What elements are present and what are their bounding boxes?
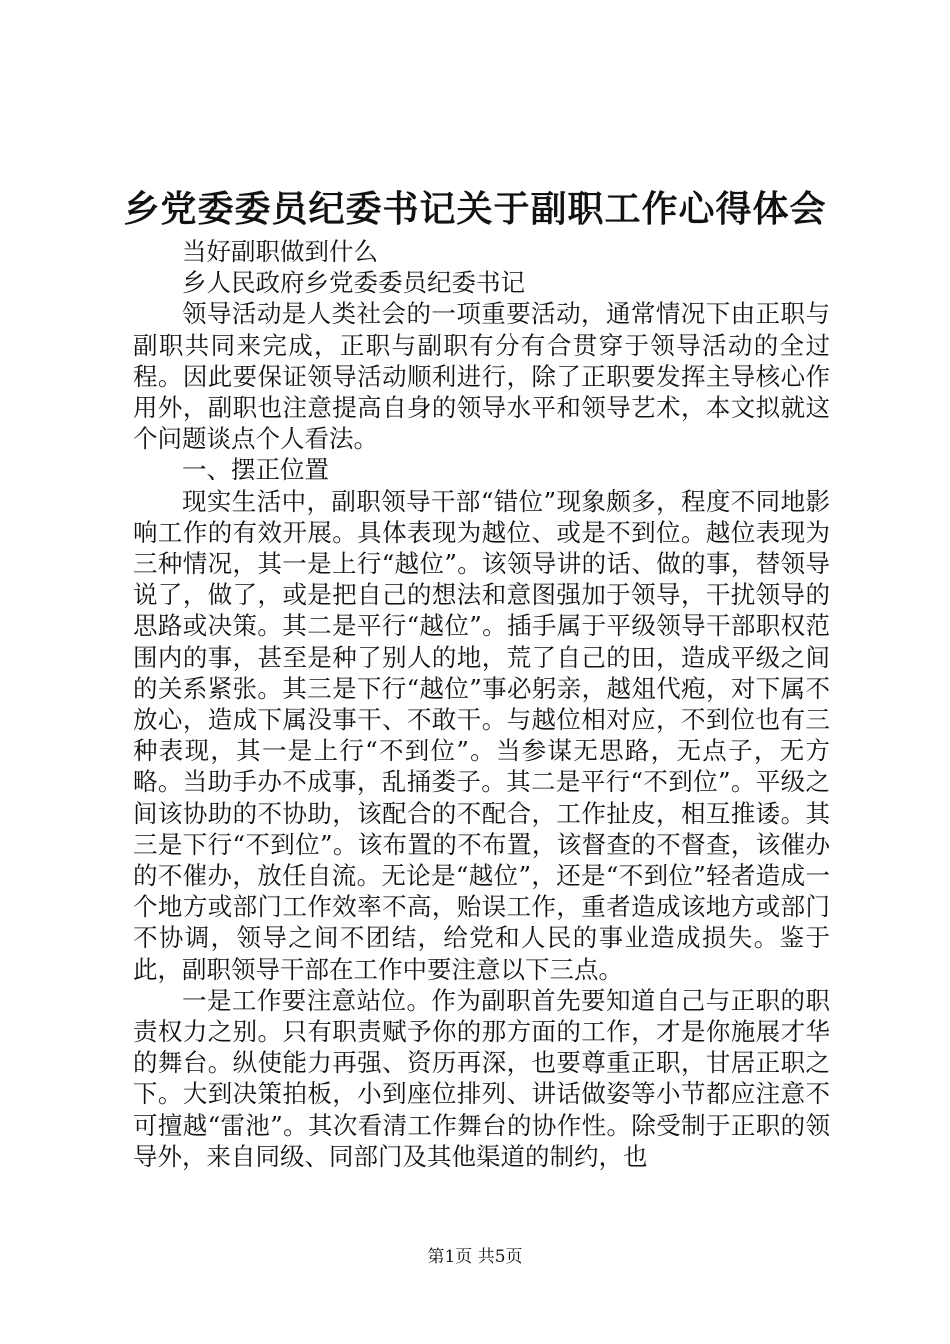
document-body: [133, 236, 830, 1172]
subtitle-paragraph: 当好副职做到什么: [182, 237, 378, 266]
intro-paragraph: 领导活动是人类社会的一项重要活动，通常情况下由正职与副职共同来完成，正职与副职有分有合贯穿于领导活动的全过程。因此要保证领导活动顺利进行，除了正职要发挥主导核心作用外，副职也注意提高自身的领导水平和领导艺术，本文拟就这个问题谈点个人看法。: [133, 299, 830, 454]
section-heading: 一、摆正位置: [182, 455, 329, 485]
page-footer: 第1页 共5页: [427, 1247, 523, 1267]
body-paragraph: 现实生活中，副职领导干部“错位”现象颇多，程度不同地影响工作的有效开展。具体表现为越位、或是不到位。越位表现为三种情况，其一是上行“越位”。该领导讲的话、做的事，替领导说了，做了，或是把自己的想法和意图强加于领导，干扰领导的思路或决策。其二是平行“越位”。插手属于平级领导干部职权范围内的事，甚至是种了别人的地，荒了自己的田，造成平级之间的关系紧张。其三是下行“越位”事必躬亲，越俎代疱，对下属不放心，造成下属没事干、不敢干。与越位相对应，不到位也有三种表现，其一是上行“不到位”。当参谋无思路，无点子，无方略。当助手办不成事，乱捅娄子。其二是平行“不到位”。平级之间该协助的不协助，该配合的不配合，工作扯皮，相互推诿。其三是下行“不到位”。该布置的不布置，该督查的不督查，该催办的不催办，放任自流。无论是“越位”，还是“不到位”轻者造成一个地方或部门工作效率不高，贻误工作，重者造成该地方或部门不协调，领导之间不团结，给党和人民的事业造成损失。鉴于此，副职领导干部在工作中要注意以下三点。: [133, 486, 830, 984]
document-title: 乡党委委员纪委书记关于副职工作心得体会: [123, 188, 827, 230]
body-paragraph: 一是工作要注意站位。作为副职首先要知道自己与正职的职责权力之别。只有职责赋予你的那方面的工作，才是你施展才华的舞台。纵使能力再强、资历再深，也要尊重正职，甘居正职之下。大到决策拍板，小到座位排列、讲话做姿等小节都应注意不可擅越“雷池”。其次看清工作舞台的协作性。除受制于正职的领导外，来自同级、同部门及其他渠道的制约，也: [133, 985, 830, 1171]
author-paragraph: 乡人民政府乡党委委员纪委书记: [182, 268, 525, 298]
